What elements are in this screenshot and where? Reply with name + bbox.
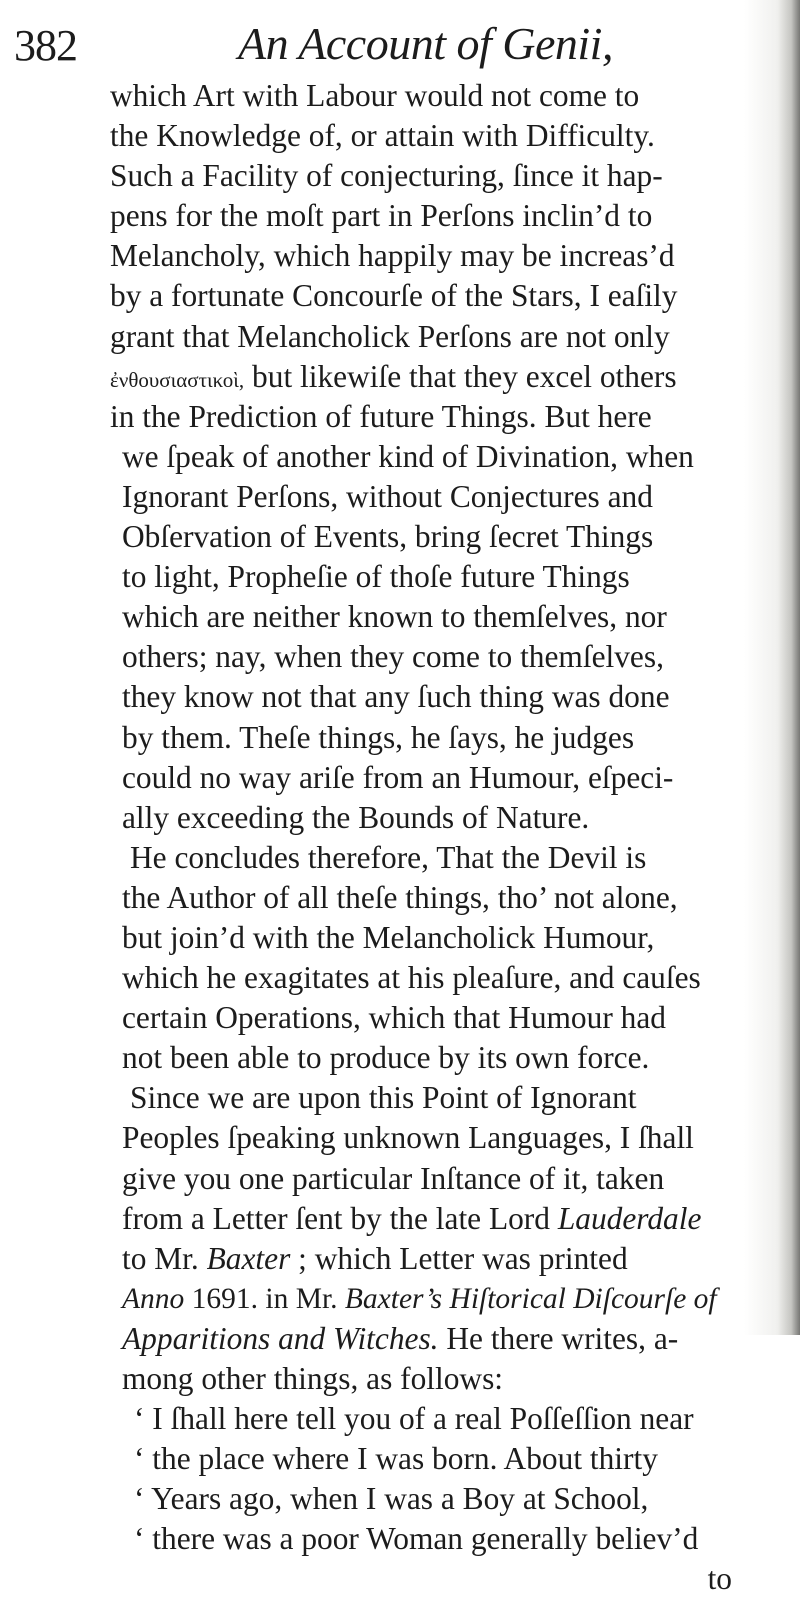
quote-line: ‘ the place where I was born. About thirty (134, 1441, 658, 1477)
italic-book-title: Baxter’s Hiſtorical Diſcourſe of (344, 1282, 717, 1315)
text-line: which Art with Labour would not come to (110, 78, 640, 113)
quote-line: ‘ Years ago, when I was a Boy at School, (134, 1481, 649, 1517)
page-number: 382 (14, 21, 77, 70)
text-line: they know not that any ſuch thing was done (122, 679, 670, 715)
text-line: mong other things, as follows: (122, 1361, 504, 1396)
text-fragment: He there writes, a- (446, 1320, 679, 1356)
text-line: the Author of all theſe things, tho’ not alone, (122, 879, 678, 915)
text-fragment: ; which Letter was printed (298, 1240, 628, 1276)
text-line: which are neither known to themſelves, nor (122, 599, 667, 635)
text-line: by them. Theſe things, he ſays, he judges (122, 719, 635, 755)
quote-line: ‘ I ſhall here tell you of a real Poſſeſſion near (134, 1401, 694, 1437)
text-line: Ignorant Perſons, without Conjectures and (122, 478, 653, 514)
text-line: give you one particular Inſtance of it, taken (122, 1160, 665, 1196)
text-line (110, 1319, 770, 1359)
text-fragment: to Mr. (122, 1240, 199, 1276)
text-line: which he exagitates at his pleaſure, and cauſes (122, 960, 701, 996)
text-line: Peoples ſpeaking unknown Languages, I ſhall (122, 1120, 694, 1156)
text-line: we ſpeak of another kind of Divination, when (122, 438, 694, 474)
text-line: but join’d with the Melancholick Humour, (122, 919, 655, 955)
running-title: An Account of Genii, (238, 18, 613, 69)
text-line: in the Prediction of future Things. But here (110, 398, 652, 434)
text-line: not been able to produce by its own force. (122, 1040, 650, 1076)
italic-word: Anno (122, 1282, 185, 1315)
text-fragment: from a Letter ſent by the late Lord (122, 1200, 550, 1236)
text-line: Since we are upon this Point of Ignorant (130, 1080, 637, 1116)
text-line (110, 1279, 770, 1319)
italic-name: Lauderdale (557, 1200, 702, 1236)
catchword: to (707, 1561, 732, 1597)
body-text (110, 76, 770, 1599)
text-line: He concludes therefore, That the Devil is (130, 839, 647, 875)
greek-word: ἐνθουσιαστικοὶ, (110, 367, 245, 392)
text-line (110, 1199, 770, 1239)
page-edge-shadow (778, 0, 800, 1335)
text-line: pens for the moſt part in Perſons inclin’d to (110, 198, 653, 234)
text-line (110, 357, 770, 397)
italic-book-title: Apparitions and Witches. (122, 1320, 439, 1356)
text-line: certain Operations, which that Humour had (122, 1000, 666, 1036)
text-fragment: 1691. in Mr. (191, 1282, 338, 1315)
text-line: grant that Melancholick Perſons are not only (110, 318, 670, 354)
page-header (0, 10, 800, 80)
text-line: others; nay, when they come to themſelves, (122, 639, 664, 675)
text-line: to light, Propheſie of thoſe future Things (122, 559, 630, 595)
text-line: Such a Facility of conjecturing, ſince it hap- (110, 158, 663, 194)
text-line: by a fortunate Concourſe of the Stars, I eaſily (110, 278, 678, 314)
text-line: Melancholy, which happily may be increas’d (110, 238, 675, 274)
text-line: ally exceeding the Bounds of Nature. (122, 799, 590, 835)
text-line: could no way ariſe from an Humour, eſpeci- (122, 759, 674, 795)
italic-name: Baxter (206, 1240, 291, 1276)
text-line: Obſervation of Events, bring ſecret Things (122, 519, 654, 555)
text-fragment: but likewiſe that they excel others (252, 358, 677, 394)
quote-line: ‘ there was a poor Woman generally believ’d (134, 1521, 699, 1557)
text-line: the Knowledge of, or attain with Difficulty. (110, 118, 655, 154)
text-line (110, 1239, 770, 1279)
